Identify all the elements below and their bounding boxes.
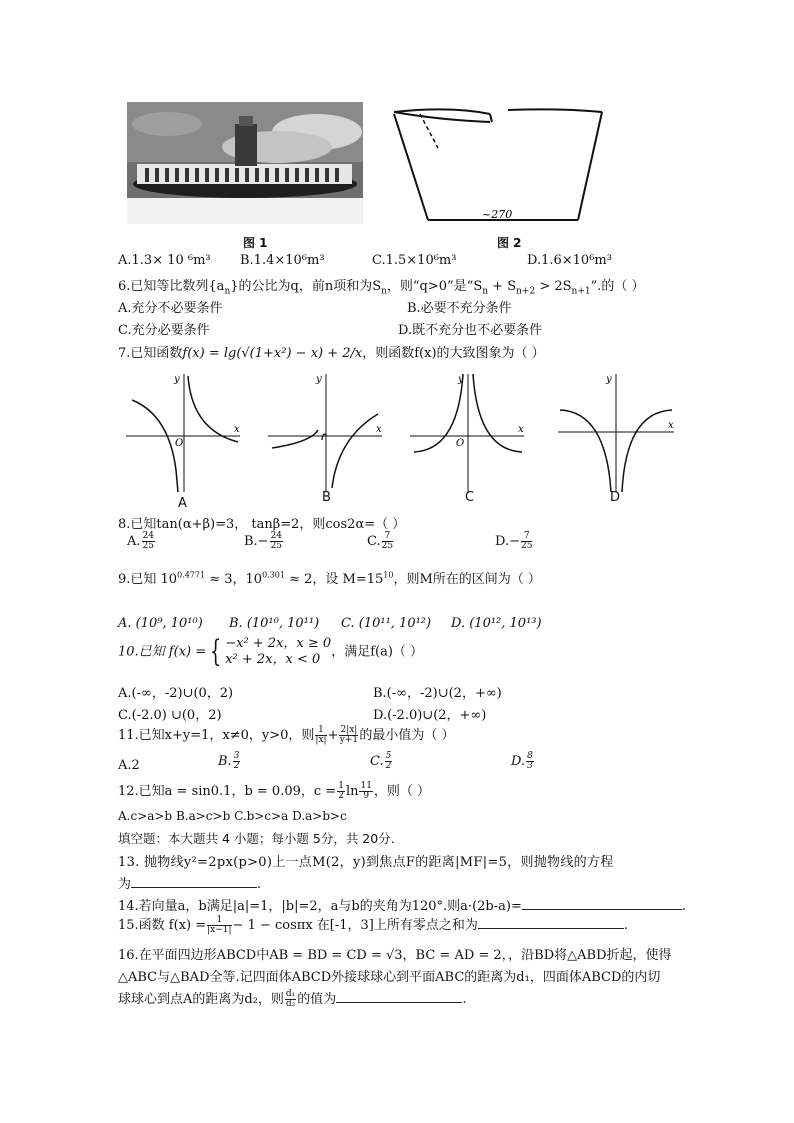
q9-option-b: B. (10¹⁰, 10¹¹) <box>229 616 320 631</box>
q11-option-b: B. $\frac{3}{2}$ <box>218 751 240 771</box>
section-fill-in-header: 填空题：本大题共 4 小题；每小题 5分，共 20分. <box>118 831 395 846</box>
q8-stem: 8.已知tan(α+β)=3， tanβ=2，则cos2α=（ ） <box>118 517 406 532</box>
q13-line1: 13. 抛物线y²=2px(p>0)上一点M(2，y)到焦点F的距离|MF|=5，则抛物线的方程 <box>118 855 614 870</box>
q10-option-b: B.(-∞，-2)∪(2，+∞) <box>373 686 502 701</box>
q8-option-c: C. $\frac{7}{25}$ <box>367 531 394 551</box>
q6-option-b: B.必要不充分条件 <box>407 301 512 316</box>
q10-option-c: C.(-2.0) ∪(0，2) <box>118 708 222 723</box>
q7-label-b: B <box>322 490 331 505</box>
q11-stem: 11.已知x+y=1，x≠0，y>0，则 $\frac{1}{|x|}$ + $\frac{2|x|}{y+1}$ 的最小值为（ ） <box>118 725 455 745</box>
q7-graph-d <box>556 370 678 495</box>
svg-text:x: x <box>234 424 240 435</box>
q16-line3: 球球心到点A的距离为d₂，则 $\frac{\text{d₁}}{\text{d₂}}$ 的值为 . <box>118 989 467 1009</box>
svg-text:O: O <box>175 438 184 449</box>
q10-option-a: A.(-∞，-2)∪(0，2) <box>118 686 234 701</box>
q13-answer-blank[interactable] <box>131 875 257 888</box>
q7-label-d: D <box>610 490 621 505</box>
q7-stem: 7.已知函数f(x) = lg(√(1+x²) − x) + 2/x，则函数f(x)的大致图象为（ ） <box>118 346 545 361</box>
svg-text:y: y <box>174 374 180 385</box>
q12-options: A.c>a>b B.a>c>b C.b>c>a D.a>b>c <box>118 809 347 823</box>
q13-line2: 为 . <box>118 877 262 892</box>
q6-stem: 6.已知等比数列$\{a_n\}$的公比为q，前n项和为$S_n$，则“q>0”是“$S_n + S_{n+2} > 2S_{n+1}$”.的（ ） <box>118 279 645 297</box>
q6-option-a: A.充分不必要条件 <box>118 301 223 316</box>
q14-stem: 14.若向量a，b满足|a|=1，|b|=2，a与b的夹角为120°.则a·(2b-a)= . <box>118 899 686 914</box>
q15-stem: 15.函数 f(x) = $\frac{1}{|x-1|}$ − 1 − cosπx 在[-1，3]上所有零点之和为 . <box>118 915 629 935</box>
svg-text:y: y <box>316 374 322 385</box>
svg-text:x: x <box>376 424 382 435</box>
q8-option-d: D.− $\frac{7}{25}$ <box>495 531 533 551</box>
svg-text:y: y <box>458 374 464 385</box>
q6-option-d: D.既不充分也不必要条件 <box>398 323 543 338</box>
q10-option-d: D.(-2.0)∪(2，+∞) <box>373 708 487 723</box>
q16-answer-blank[interactable] <box>336 990 462 1003</box>
q16-line1: 16.在平面四边形ABCD中AB = BD = CD = √3，BC = AD = 2，，沿BD将△ABD折起，使得 <box>118 948 672 963</box>
figure-1 <box>127 102 363 224</box>
q9-stem: 9.已知 $10^{0.4771} \approx 3$，$10^{0.301} \approx 2$，设 $M=15^{10}$，则M所在的区间为（ ） <box>118 570 541 587</box>
q5-option-b: B.1.4×10⁶m³ <box>240 253 325 268</box>
q7-graph-a <box>124 370 244 495</box>
figure-2 <box>390 100 610 230</box>
figure-2-caption: 图 2 <box>497 236 522 250</box>
q10-stem: 10.已知 f(x) = { −x² + 2x，x ≥ 0 x² + 2x，x < 0 ，满足f(a)（ ） <box>118 634 424 669</box>
q8-option-b: B.− $\frac{24}{25}$ <box>244 531 283 551</box>
svg-text:y: y <box>606 374 612 385</box>
q9-option-d: D. (10¹², 10¹³) <box>451 616 542 631</box>
figure-2-scribble: ~270 <box>482 208 513 221</box>
svg-text:O: O <box>456 438 465 449</box>
q15-answer-blank[interactable] <box>478 916 624 929</box>
q11-option-a: A.2 <box>118 758 140 773</box>
q7-graph-c <box>408 370 528 495</box>
q5-option-c: C.1.5×10⁶m³ <box>372 253 457 268</box>
q8-option-a: A. $\frac{24}{25}$ <box>127 531 154 551</box>
q12-stem: 12.已知a = sin0.1，b = 0.09，c = $\frac{1}{2}$ ln $\frac{11}{9}$ ，则（ ） <box>118 781 431 801</box>
svg-text:x: x <box>668 420 674 431</box>
q5-option-d: D.1.6×10⁶m³ <box>527 253 612 268</box>
q9-option-a: A. (10⁹, 10¹⁰) <box>118 616 203 631</box>
q7-label-a: A <box>178 496 187 511</box>
figure-1-caption: 图 1 <box>243 236 268 250</box>
q9-option-c: C. (10¹¹, 10¹²) <box>341 616 432 631</box>
q7-graph-b <box>266 370 386 495</box>
q6-option-c: C.充分必要条件 <box>118 323 210 338</box>
q11-option-c: C. $\frac{5}{2}$ <box>370 751 392 771</box>
q16-line2: △ABC与△BAD全等.记四面体ABCD外接球球心到平面ABC的距离为d₁，四面体ABCD的内切 <box>118 970 661 985</box>
svg-text:x: x <box>518 424 524 435</box>
q7-label-c: C <box>465 490 475 505</box>
q5-option-a: A.1.3× 10 ⁶m³ <box>118 253 211 268</box>
q14-answer-blank[interactable] <box>522 897 682 910</box>
q11-option-d: D. $\frac{8}{3}$ <box>511 751 533 771</box>
